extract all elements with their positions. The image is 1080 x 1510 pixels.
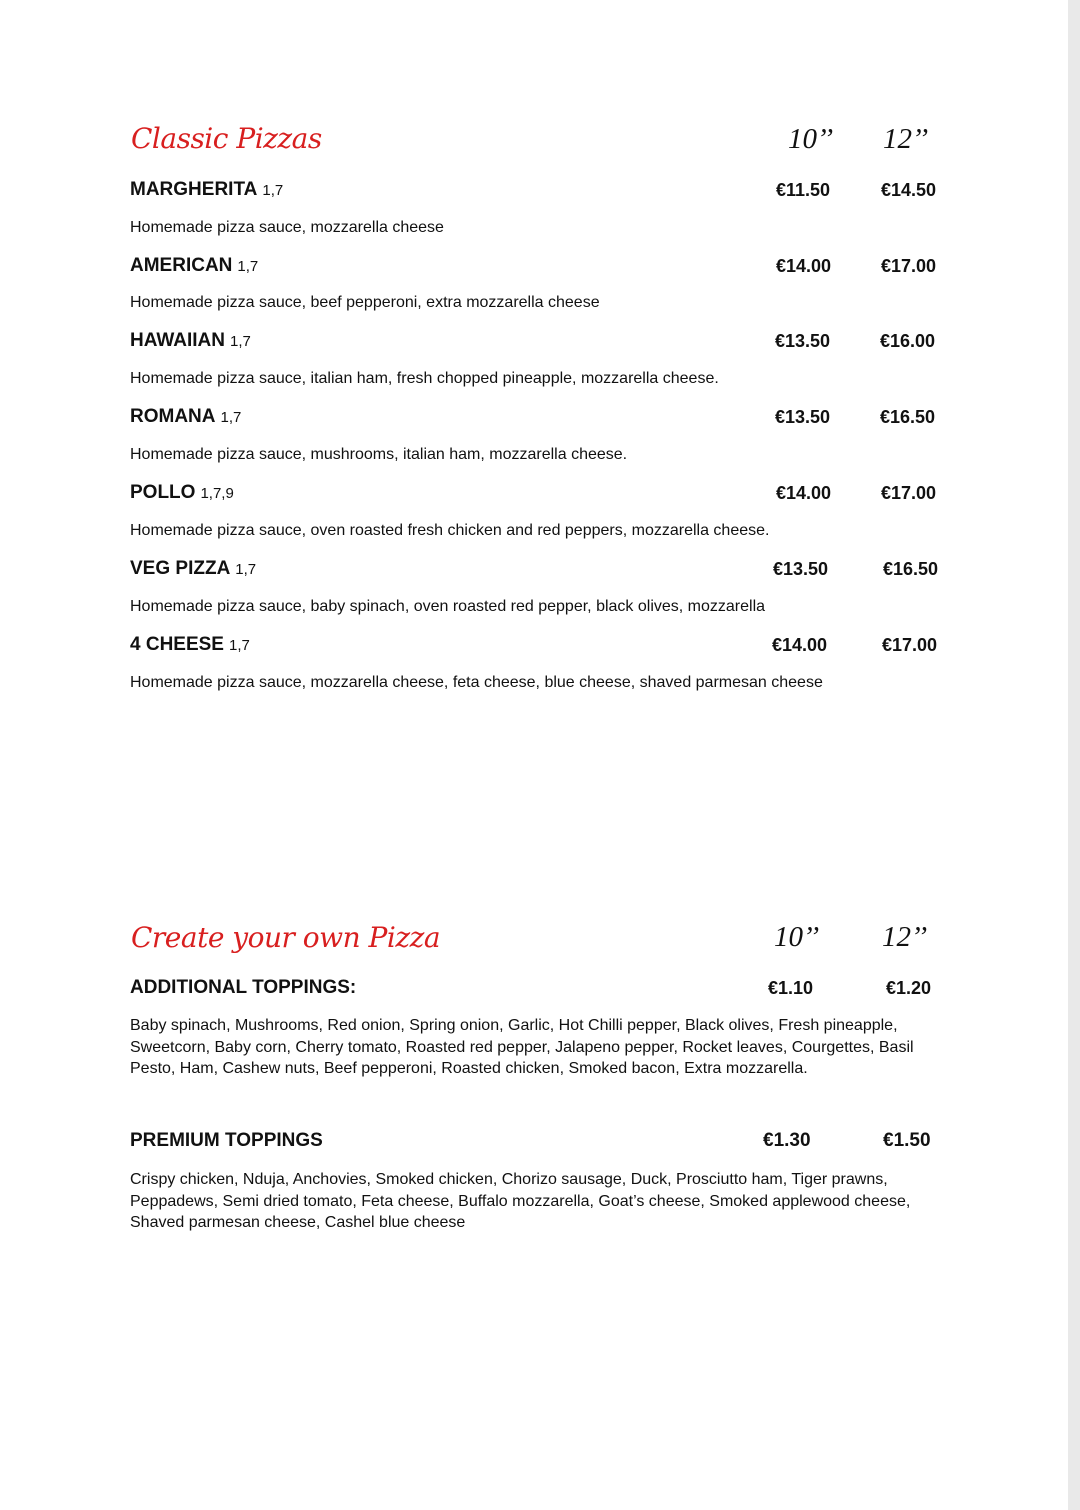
allergen-codes: 1,7 [228,637,250,654]
price-10: €13.50 [775,331,831,351]
item-name-text: HAWAIIAN [130,330,225,351]
menu-item-name [130,558,256,580]
menu-item-description: Homemade pizza sauce, mozzarella cheese, feta cheese, blue cheese, shaved parmesan cheese [130,674,823,691]
price-12: €14.50 [881,180,937,200]
premium-toppings-list: Crispy chicken, Nduja, Anchovies, Smoked chicken, Chorizo sausage, Duck, Prosciutto ham, Tiger prawns, Peppadews, Semi dried tomato, Feta cheese, Buffalo mozzarella, Goat’s cheese, Smoked applewood cheese, Shaved parmesan cheese, Cashel blue cheese [130,1171,911,1231]
menu-item-name [130,179,283,201]
price-10: €14.00 [772,635,828,655]
price-10: €14.00 [776,256,832,276]
menu-item-name [130,255,258,277]
price-12: €17.00 [881,483,937,503]
additional-price-10: €1.10 [768,978,814,998]
item-name-text: AMERICAN [130,255,233,276]
allergen-codes: 1,7 [220,409,242,426]
allergen-codes: 1,7 [237,258,259,275]
item-name-text: 4 CHEESE [130,634,224,655]
price-10: €14.00 [776,483,832,503]
menu-item-name [130,634,250,656]
classic-size-12-heading: 12’’ [883,123,929,155]
price-12: €16.50 [883,559,939,579]
menu-item-description: Homemade pizza sauce, beef pepperoni, extra mozzarella cheese [130,294,600,311]
item-name-text: ROMANA [130,406,216,427]
premium-price-12: €1.50 [883,1130,931,1151]
classic-pizzas-title: Classic Pizzas [131,122,322,155]
create-size-10-heading: 10’’ [774,921,820,953]
premium-price-10: €1.30 [763,1130,811,1151]
price-10: €13.50 [773,559,829,579]
page-edge [1068,0,1080,1510]
price-12: €17.00 [882,635,938,655]
price-12: €16.50 [880,407,936,427]
menu-item-name [130,330,251,352]
classic-size-10-heading: 10’’ [788,123,834,155]
additional-toppings-label: ADDITIONAL TOPPINGS: [130,977,357,998]
allergen-codes: 1,7,9 [200,485,234,502]
price-12: €17.00 [881,256,937,276]
item-name-text: POLLO [130,482,196,503]
item-name-text: MARGHERITA [130,179,258,200]
create-size-12-heading: 12’’ [882,921,928,953]
price-10: €11.50 [776,180,831,200]
menu-item-description: Homemade pizza sauce, oven roasted fresh chicken and red peppers, mozzarella cheese. [130,522,770,539]
allergen-codes: 1,7 [235,561,257,578]
menu-item-description: Homemade pizza sauce, baby spinach, oven roasted red pepper, black olives, mozzarella [130,598,766,615]
premium-toppings-label: PREMIUM TOPPINGS [130,1130,323,1151]
item-name-text: VEG PIZZA [130,558,231,579]
allergen-codes: 1,7 [230,333,251,350]
create-pizza-title: Create your own Pizza [131,921,441,954]
additional-price-12: €1.20 [886,978,932,998]
menu-item-name [130,482,234,504]
menu-item-description: Homemade pizza sauce, mozzarella cheese [130,219,444,236]
menu-item-description: Homemade pizza sauce, mushrooms, italian ham, mozzarella cheese. [130,446,628,463]
price-10: €13.50 [775,407,831,427]
menu-item-description: Homemade pizza sauce, italian ham, fresh chopped pineapple, mozzarella cheese. [130,370,719,387]
price-12: €16.00 [880,331,936,351]
additional-toppings-list: Baby spinach, Mushrooms, Red onion, Spring onion, Garlic, Hot Chilli pepper, Black olives, Fresh pineapple, Sweetcorn, Baby corn, Cherry tomato, Roasted red pepper, Jalapeno pepper, Rocket leaves, Courgettes, Basil Pesto, Ham, Cashew nuts, Beef pepperoni, Roasted chicken, Smoked bacon, Extra mozzarella. [130,1017,914,1077]
allergen-codes: 1,7 [262,182,284,199]
menu-item-name [130,406,241,428]
